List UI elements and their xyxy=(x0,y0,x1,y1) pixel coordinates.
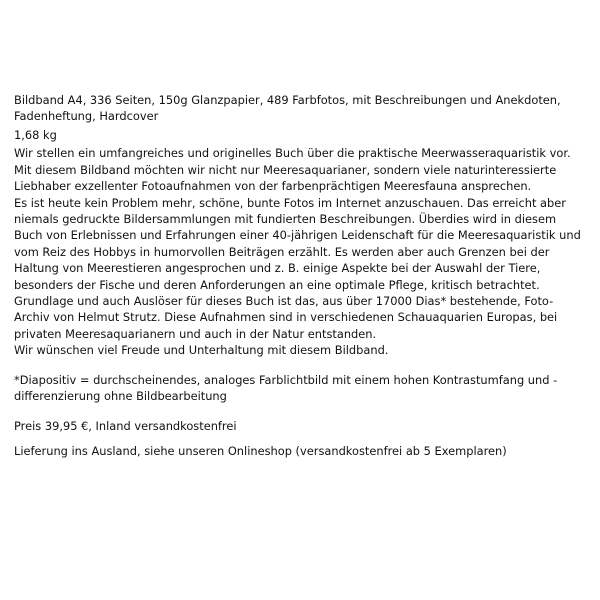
shipping-line: Lieferung ins Ausland, siehe unseren Onlineshop (versandkostenfrei ab 5 Exemplaren) xyxy=(14,444,507,459)
price-section xyxy=(14,418,582,460)
price-line: Preis 39,95 €, Inland versandkostenfrei xyxy=(14,418,237,433)
spacer-before-footnote xyxy=(14,359,582,372)
spacer-before-price xyxy=(14,405,582,418)
footnote-diapositiv: *Diapositiv = durchscheinendes, analoges Farblichtbild mit einem hohen Kontrastumfang und -differenzierung ohne Bildbearbeitung xyxy=(14,372,558,404)
paragraph-main: Es ist heute kein Problem mehr, schöne, bunte Fotos im Internet anzuschauen. Das erreicht aber niemals gedruckte Bildersammlungen mit fundierten Beschreibungen. Überdies wird in diesem Buch von Erlebnissen und Erfahrungen einer 40-jährigen Leidenschaft für die Meeresaquaristik und vom Reiz des Hobbys in humorvollen Beiträgen erzählt. Es werden aber auch Grenzen bei der Haltung von Meerestieren angesprochen und z. B. einige Aspekte bei der Auswahl der Tiere, besonders der Fische und deren Anforderungen an eine optimale Pflege, kritisch betrachtet. Grundlage und auch Auslöser für dieses Buch ist das, aus über 17000 Dias* bestehende, Foto-Archiv von Helmut Strutz. Diese Aufnahmen sind in verschiedenen Schauaquarien Europas, bei privaten Meeresaquarianern und auch in der Natur entstanden. xyxy=(14,195,581,341)
product-weight: 1,68 kg xyxy=(14,127,57,142)
paragraph-closing: Wir wünschen viel Freude und Unterhaltung mit diesem Bildband. xyxy=(14,343,389,358)
description-body xyxy=(14,145,582,358)
product-specs: Bildband A4, 336 Seiten, 150g Glanzpapier, 489 Farbfotos, mit Beschreibungen und Anekdoten, Fadenheftung, Hardcover xyxy=(14,93,561,124)
paragraph-intro: Wir stellen ein umfangreiches und originelles Buch über die praktische Meerwasseraquaristik vor. Mit diesem Bildband möchten wir nicht nur Meeresaquarianer, sondern viele naturinteressierte Liebhaber exzellenter Fotoaufnahmen von der farbenprächtigen Meeresfauna ansprechen. xyxy=(14,146,571,194)
spacer-between-price-shipping xyxy=(14,434,582,443)
